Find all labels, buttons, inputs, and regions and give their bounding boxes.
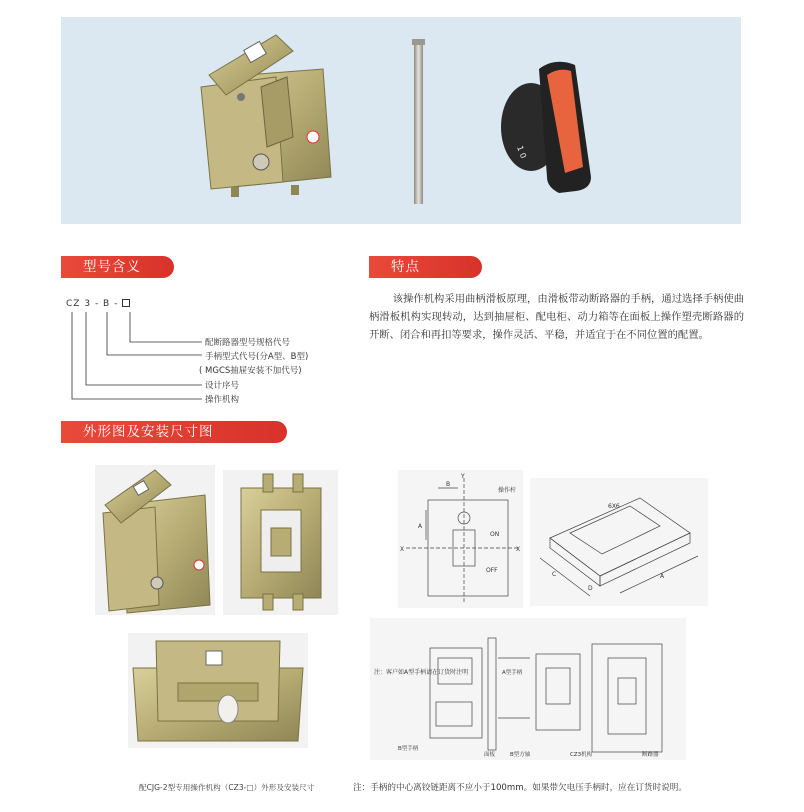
drawing-label-x-right: X	[516, 546, 521, 553]
svg-text:1 0: 1 0	[515, 144, 528, 160]
model-code-placeholder	[122, 299, 130, 307]
model-code-part: CZ	[66, 299, 81, 309]
model-desc-design: 设计序号	[205, 381, 240, 391]
drawing-label-panel: 面板	[484, 752, 496, 758]
section-header-features: 特点	[369, 256, 482, 278]
features-text: 该操作机构采用曲柄滑板原理，由滑板带动断路器的手柄，通过选择手柄使曲柄滑板机构实现转动，达到抽屉柜、配电柜、动力箱等在面板上操作塑壳断路器的开断、闭合和再扣等要求，操作灵活、平稳，并适宜于在不同位置的配置。	[369, 293, 744, 342]
drawing-note-customer: 注：客户如A型手柄请在订货时注明	[374, 669, 469, 676]
drawing-label-cz3: CZ3机构	[570, 752, 593, 758]
footnote: 注：手柄的中心离铰链距离不应小于100mm。如果带欠电压手柄时，应在订货时说明。	[353, 783, 687, 793]
model-desc-breaker: 配断路器型号规格代号	[205, 338, 291, 348]
product-photos	[61, 17, 741, 224]
model-desc-mechanism: 操作机构	[205, 395, 240, 405]
model-code-part: 3	[84, 299, 92, 309]
drawing-label-d: D	[588, 585, 593, 592]
drawing-label-x-left: X	[400, 546, 405, 553]
model-code: CZ 3 - B -	[66, 299, 130, 309]
handle-photo	[501, 62, 591, 193]
drawing-label-dims: 6X6	[608, 503, 620, 510]
outline-photo-plate	[223, 470, 338, 615]
section-header-model-meaning: 型号含义	[61, 256, 174, 278]
mechanism-photo	[201, 35, 331, 197]
drawing-label-a: A	[418, 523, 423, 530]
technical-drawing-assembly	[370, 618, 686, 760]
drawing-label-y: Y	[461, 473, 465, 480]
drawing-label-breaker: 断路器	[642, 752, 659, 758]
section-header-outline: 外形图及安装尺寸图	[61, 421, 287, 443]
model-leader-lines	[66, 308, 206, 408]
figure-caption: 配CJG-2型专用操作机构（CZ3-□）外形及安装尺寸	[139, 783, 315, 792]
outline-photo-assembly	[128, 633, 308, 748]
drawing-label-b-handle: B型手柄	[398, 746, 419, 752]
drawing-label-on: ON	[490, 531, 500, 538]
model-desc-mgcs: ( MGCS抽屉安装不加代号)	[199, 366, 302, 376]
outline-photo-mechanism	[95, 465, 215, 615]
shaft-photo	[412, 39, 425, 204]
drawing-label-a-handle: A型手柄	[502, 670, 523, 676]
drawing-label-b-square: B型方轴	[510, 752, 531, 758]
model-desc-handle: 手柄型式代号(分A型、B型)	[205, 352, 309, 362]
technical-drawing-front	[398, 470, 523, 608]
drawing-label-off: OFF	[486, 567, 498, 574]
model-code-part: B	[103, 299, 111, 309]
drawing-label-c: C	[552, 571, 557, 578]
drawing-label-a2: A	[660, 573, 665, 580]
technical-drawing-iso	[530, 478, 708, 606]
drawing-label-rod: 操作杆	[498, 487, 517, 494]
product-photo-panel	[61, 17, 741, 224]
drawing-label-b: B	[446, 481, 451, 488]
